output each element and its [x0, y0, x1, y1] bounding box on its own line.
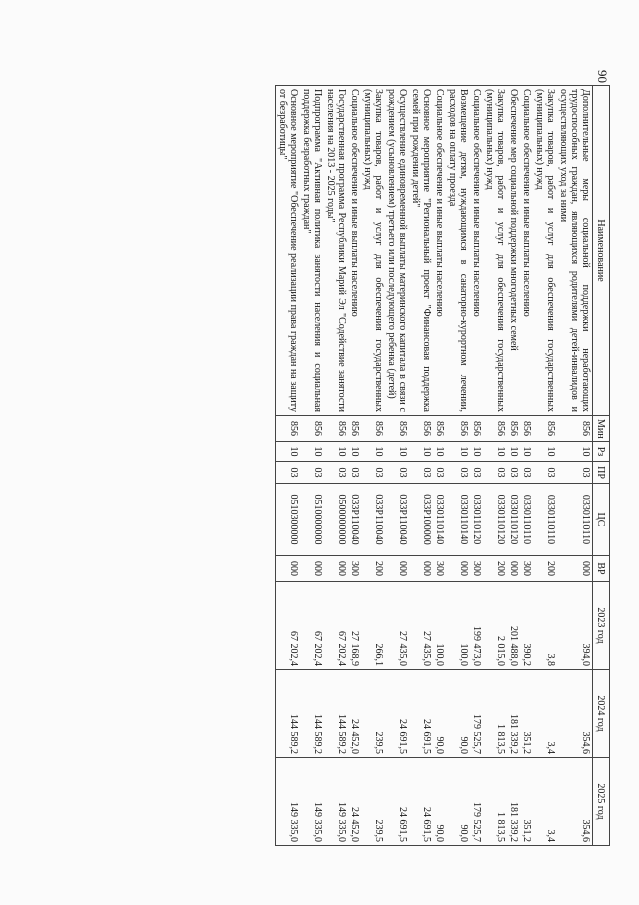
cell-rz: 10 [324, 442, 348, 462]
cell-y2023: 266,1 [361, 582, 385, 670]
cell-cs: 0330110110 [533, 484, 557, 556]
cell-y2025: 179 525,7 [470, 758, 483, 846]
cell-y2023: 201 488,0 [507, 582, 520, 670]
cell-name: Государственная программа Республики Марий Эл "Содействие занятости населения на 2013 - 2025 годы" [324, 86, 348, 416]
header-2024: 2024 год [593, 670, 610, 758]
cell-y2025: 90,0 [433, 758, 446, 846]
cell-y2024: 144 589,2 [276, 670, 301, 758]
cell-min: 856 [409, 416, 433, 442]
cell-rz: 10 [520, 442, 533, 462]
cell-cs: 0330110110 [557, 484, 593, 556]
cell-vr: 000 [446, 556, 470, 582]
cell-rz: 10 [557, 442, 593, 462]
cell-name: Подпрограмма "Активная политика занятости населения и социальная поддержка безработных граждан" [300, 86, 324, 416]
cell-rz: 10 [361, 442, 385, 462]
cell-cs: 033P110040 [385, 484, 409, 556]
cell-name: Социальное обеспечение и иные выплаты населению [348, 86, 361, 416]
cell-pr: 03 [348, 462, 361, 484]
cell-y2023: 27 168,9 [348, 582, 361, 670]
cell-name: Социальное обеспечение и иные выплаты населению [433, 86, 446, 416]
cell-cs: 033P100000 [409, 484, 433, 556]
cell-min: 856 [433, 416, 446, 442]
table-row [533, 86, 557, 846]
cell-y2024: 239,5 [361, 670, 385, 758]
cell-min: 856 [470, 416, 483, 442]
header-pr: ПР [593, 462, 610, 484]
cell-pr: 03 [324, 462, 348, 484]
cell-y2024: 144 589,2 [300, 670, 324, 758]
cell-min: 856 [520, 416, 533, 442]
cell-rz: 10 [300, 442, 324, 462]
cell-pr: 03 [361, 462, 385, 484]
cell-y2023: 27 435,0 [385, 582, 409, 670]
cell-min: 856 [300, 416, 324, 442]
cell-vr: 300 [470, 556, 483, 582]
cell-y2023: 27 435,0 [409, 582, 433, 670]
table-body [276, 86, 593, 846]
cell-min: 856 [446, 416, 470, 442]
cell-y2025: 149 335,0 [324, 758, 348, 846]
cell-vr: 000 [385, 556, 409, 582]
cell-rz: 10 [348, 442, 361, 462]
table-row [276, 86, 301, 846]
cell-y2023: 100,0 [433, 582, 446, 670]
cell-min: 856 [324, 416, 348, 442]
header-2023: 2023 год [593, 582, 610, 670]
cell-pr: 03 [533, 462, 557, 484]
header-vr: ВР [593, 556, 610, 582]
cell-rz: 10 [433, 442, 446, 462]
cell-min: 856 [557, 416, 593, 442]
cell-y2024: 181 339,2 [507, 670, 520, 758]
table-row [507, 86, 520, 846]
cell-name: Закупка товаров, работ и услуг для обеспечения государственных (муниципальных) нужд [483, 86, 507, 416]
table-row [300, 86, 324, 846]
cell-y2025: 149 335,0 [276, 758, 301, 846]
cell-y2024: 24 452,0 [348, 670, 361, 758]
header-rz: Рз [593, 442, 610, 462]
cell-pr: 03 [276, 462, 301, 484]
cell-rz: 10 [446, 442, 470, 462]
cell-name: Основное мероприятие "Региональный проект "Финансовая поддержка семей при рождении детей" [409, 86, 433, 416]
table-row [483, 86, 507, 846]
cell-y2024: 24 691,5 [385, 670, 409, 758]
cell-y2023: 67 202,4 [276, 582, 301, 670]
cell-name: Дополнительные меры социальной поддержки неработающих трудоспособных граждан, являющихся родителями детей-инвалидов и осуществляющих уход за ними [557, 86, 593, 416]
cell-vr: 000 [409, 556, 433, 582]
cell-cs: 0330110120 [483, 484, 507, 556]
cell-y2025: 24 452,0 [348, 758, 361, 846]
cell-vr: 200 [483, 556, 507, 582]
cell-y2025: 149 335,0 [300, 758, 324, 846]
cell-y2023: 199 473,0 [470, 582, 483, 670]
budget-table [275, 85, 610, 846]
cell-vr: 300 [348, 556, 361, 582]
cell-y2025: 351,2 [520, 758, 533, 846]
cell-y2025: 354,6 [557, 758, 593, 846]
cell-y2025: 1 813,5 [483, 758, 507, 846]
cell-min: 856 [385, 416, 409, 442]
cell-vr: 300 [433, 556, 446, 582]
cell-vr: 000 [276, 556, 301, 582]
table-header-row [593, 86, 610, 846]
cell-pr: 03 [385, 462, 409, 484]
cell-y2024: 90,0 [433, 670, 446, 758]
cell-cs: 0500000000 [324, 484, 348, 556]
cell-name: Обеспечение мер социальной поддержки многодетных семей [507, 86, 520, 416]
cell-vr: 300 [520, 556, 533, 582]
cell-pr: 03 [483, 462, 507, 484]
cell-rz: 10 [507, 442, 520, 462]
table-row [361, 86, 385, 846]
cell-min: 856 [507, 416, 520, 442]
cell-vr: 000 [557, 556, 593, 582]
cell-name: Возмещение детям, нуждающимся в санаторно-курортном лечении, расходов на оплату проезда [446, 86, 470, 416]
cell-pr: 03 [446, 462, 470, 484]
cell-vr: 200 [361, 556, 385, 582]
table-row [324, 86, 348, 846]
cell-cs: 033P110040 [348, 484, 361, 556]
cell-pr: 03 [433, 462, 446, 484]
cell-min: 856 [533, 416, 557, 442]
rotated-table-container [110, 85, 610, 845]
cell-pr: 03 [557, 462, 593, 484]
cell-pr: 03 [470, 462, 483, 484]
table-row [470, 86, 483, 846]
cell-cs: 0330110140 [433, 484, 446, 556]
cell-rz: 10 [385, 442, 409, 462]
table-row [520, 86, 533, 846]
cell-vr: 000 [324, 556, 348, 582]
cell-name: Основное мероприятие "Обеспечение реализации права граждан на защиту от безработицы" [276, 86, 301, 416]
cell-y2024: 24 691,5 [409, 670, 433, 758]
cell-name: Закупка товаров, работ и услуг для обеспечения государственных (муниципальных) нужд [533, 86, 557, 416]
cell-cs: 0330110120 [507, 484, 520, 556]
cell-y2025: 24 691,5 [385, 758, 409, 846]
cell-pr: 03 [409, 462, 433, 484]
cell-rz: 10 [470, 442, 483, 462]
cell-name: Осуществление единовременной выплаты материнского капитала в связи с рождением (усыновлением) третьего или последующего ребенка (детей) [385, 86, 409, 416]
cell-y2023: 3,8 [533, 582, 557, 670]
cell-y2023: 394,0 [557, 582, 593, 670]
cell-rz: 10 [533, 442, 557, 462]
cell-pr: 03 [300, 462, 324, 484]
cell-y2024: 90,0 [446, 670, 470, 758]
table-row [557, 86, 593, 846]
header-name: Наименование [593, 86, 610, 416]
cell-y2024: 1 813,5 [483, 670, 507, 758]
cell-y2025: 90,0 [446, 758, 470, 846]
table-row [409, 86, 433, 846]
cell-rz: 10 [483, 442, 507, 462]
cell-y2025: 3,4 [533, 758, 557, 846]
page-number: 90 [595, 70, 610, 83]
header-min: Мин [593, 416, 610, 442]
cell-cs: 0510300000 [276, 484, 301, 556]
header-cs: ЦС [593, 484, 610, 556]
cell-name: Социальное обеспечение и иные выплаты населению [470, 86, 483, 416]
cell-cs: 0330110120 [470, 484, 483, 556]
cell-y2025: 239,5 [361, 758, 385, 846]
cell-min: 856 [361, 416, 385, 442]
cell-cs: 0330110110 [520, 484, 533, 556]
cell-name: Социальное обеспечение и иные выплаты населению [520, 86, 533, 416]
cell-cs: 033P110040 [361, 484, 385, 556]
cell-name: Закупка товаров, работ и услуг для обеспечения государственных (муниципальных) нужд [361, 86, 385, 416]
table-row [385, 86, 409, 846]
cell-y2025: 181 339,2 [507, 758, 520, 846]
cell-y2023: 67 202,4 [324, 582, 348, 670]
cell-vr: 000 [507, 556, 520, 582]
table-row [433, 86, 446, 846]
cell-cs: 0510000000 [300, 484, 324, 556]
cell-min: 856 [483, 416, 507, 442]
cell-rz: 10 [276, 442, 301, 462]
cell-y2023: 390,2 [520, 582, 533, 670]
cell-y2023: 100,0 [446, 582, 470, 670]
cell-rz: 10 [409, 442, 433, 462]
cell-min: 856 [276, 416, 301, 442]
cell-y2025: 24 691,5 [409, 758, 433, 846]
cell-y2023: 2 015,0 [483, 582, 507, 670]
header-2025: 2025 год [593, 758, 610, 846]
cell-cs: 0330110140 [446, 484, 470, 556]
cell-y2024: 179 525,7 [470, 670, 483, 758]
cell-y2024: 351,2 [520, 670, 533, 758]
cell-pr: 03 [520, 462, 533, 484]
cell-y2024: 3,4 [533, 670, 557, 758]
cell-y2023: 67 202,4 [300, 582, 324, 670]
cell-pr: 03 [507, 462, 520, 484]
cell-y2024: 354,6 [557, 670, 593, 758]
cell-vr: 200 [533, 556, 557, 582]
cell-y2024: 144 589,2 [324, 670, 348, 758]
table-row [348, 86, 361, 846]
cell-vr: 000 [300, 556, 324, 582]
table-row [446, 86, 470, 846]
cell-min: 856 [348, 416, 361, 442]
